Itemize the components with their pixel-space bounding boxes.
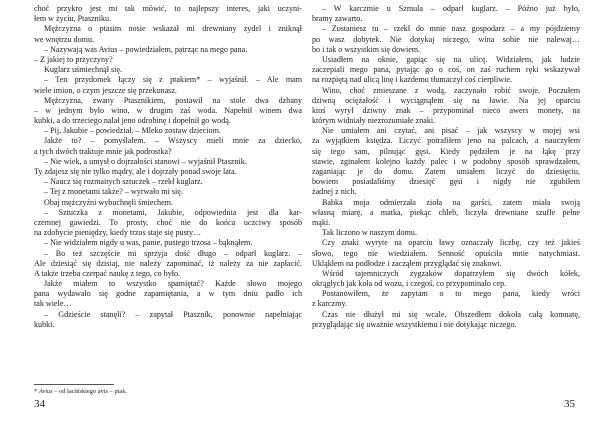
right-page — [312, 4, 580, 330]
text-line: za wyjątkiem księdza. Liczyć potrafiłem jeno na palcach, a nauczyłem — [312, 136, 580, 146]
text-line: żadnej z nich. — [312, 187, 357, 197]
text-line: Nie umiałem ani czytać, ani pisać – jak wszyscy w mojej wsi — [322, 126, 580, 136]
text-line: – Nie widziałem nigdy u was, panie, pustego trzosa – bąknąłem. — [44, 238, 253, 248]
text-line: Postanowiłem, że zapytam o to mego pana, kiedy wróci — [322, 289, 580, 299]
footnote-term: Avius — [38, 388, 53, 395]
text-line: – Bo też szczęście mi sprzyja dość długo – odparł kuglarz. – — [44, 248, 302, 258]
text-line: po wasz dobytek. Nie dotykaj niczego, wina sobie nie nalewaj… — [312, 34, 580, 44]
text-line: Ty zdajesz się nie tylko mądry, ale i dojrzały ponad swoje lata. — [34, 167, 237, 176]
text-line: – Sztuczka z monetami, Jakubie, odpowiednia jest dla kar- — [44, 207, 302, 217]
text-line: wiele imion, o czym jeszcze się przekonasz. — [34, 85, 177, 95]
text-line: – Nie wiek, a umysł o dojrzałości stanowi – wyjaśnił Ptasznik. — [44, 156, 247, 166]
text-line: – Ten przydomek łączy się z ptakiem* – wyjaśnił. – Ale mam — [44, 75, 302, 85]
text-line: okrągłych jak koła od wozu, i czegoś, co przypominało cep. — [312, 279, 507, 289]
text-line: – Pij, Jakubie – powiedział. – Mleko zostaw dzieciom. — [44, 126, 221, 136]
text-line: – Naucz się rozmaitych sztuczek – rzekł kuglarz. — [44, 177, 203, 187]
text-line: – W karczmie u Szmula – odparł kuglarz. – Późno już było, — [322, 4, 580, 13]
left-page-text — [34, 4, 302, 330]
text-line: – Gdzieście stanęli? – zapytał Ptasznik, ponownie napełniając — [44, 309, 302, 319]
text-line: na zdobycie pieniędzy, kiedy trzos staje się pusty… — [34, 228, 202, 238]
text-line: się tego sam, pilnując gęsi. Kiedy pędziłem je na łąkę przy — [312, 146, 580, 156]
footnote — [34, 388, 127, 396]
text-line: kubki, a do trzeciego nalał jeno odrobinę i dopełnił go wodą. — [34, 116, 231, 126]
text-line: zaganiając je do domu. Zatem umiałem liczyć do dziesięciu, — [312, 167, 580, 176]
text-line: pana wydawało się godne zapamiętania, a w tym dniu padło ich — [34, 289, 302, 299]
text-line: kubki. — [34, 319, 55, 329]
footnote-marker: * — [34, 388, 38, 395]
text-line: a tych dwóch traktuje mnie jak podrostka? — [34, 146, 172, 156]
text-line: Babka moja odmierzała zioła na garści, zatem miała swoją — [322, 197, 580, 207]
left-page — [34, 4, 302, 330]
text-line: czemnej gawiedzi. To prosty, choć nie do końca uczciwy sposób — [34, 217, 302, 227]
page-number-left: 34 — [34, 398, 45, 410]
text-line: Tak liczono w naszym domu. — [322, 228, 417, 238]
text-line: Mężczyzna, zwany Ptasznikiem, postawił na stole dwa dzbany — [44, 95, 302, 105]
right-page-text — [312, 4, 580, 330]
text-line: zaczepiali mego pana, pytając go o coś, on zaś ruchem ręki wskazywał — [312, 65, 580, 75]
text-line: Obaj mężczyźni wybuchnęli śmiechem. — [44, 197, 174, 207]
text-line: słowo, tego nie wiedziałem. Senność opuściła mnie natychmiast. — [312, 248, 580, 258]
page-number-right: 35 — [564, 398, 575, 410]
text-line: Jakże miałem to wszystko spamiętać? Każde słowo mojego — [44, 279, 302, 289]
text-line: stawie, zginałem kolejno każdy palec i w podobny sposób sprawdzałem, — [312, 156, 580, 166]
text-line: – Zostaniesz tu – rzekł do mnie nasz gospodarz – a my pójdziemy — [322, 24, 580, 34]
text-line: tak wiele… — [34, 299, 72, 309]
text-line: własną miarę, a matka, piekąc chleb, liczyła drewniane szufle pełne — [312, 207, 580, 217]
text-line: choć przykro jest mi tak mówić, to najlepszy interes, jaki uczyni- — [34, 4, 302, 13]
text-line: Czas nie dłużył mi się wcale. Obszedłem dokoła całą komnatę, — [322, 309, 580, 319]
text-line: mąki. — [312, 217, 331, 227]
text-line: Ale dziesiąć się dzisiaj, nie należy zapominać, iż należy za nie zapłacić. — [34, 258, 302, 268]
text-line: bramy zawarto. — [312, 14, 363, 24]
text-line: bo i tak o wszystkim się dowiem. — [312, 44, 421, 54]
text-line: A także trzeba czerpać naukę z tego, co było. — [34, 268, 181, 278]
text-line: we wnętrzu domu. — [34, 34, 95, 44]
text-line: łem w życiu, Ptaszniku. — [34, 14, 112, 24]
text-line: – Z jakiej to przyczyny? — [34, 54, 113, 64]
text-line: przyglądając się uważnie wszystkiemu i nie dotykając niczego. — [312, 319, 517, 329]
text-line: Wino, choć zmieszane z wodą, zaczynało robić swoje. Poczułem — [322, 85, 580, 95]
text-line: na rozpiętą nad ulicą linę i każdemu tłumaczył coś cierpliwie. — [312, 75, 513, 85]
footnote-rest: – od łacińskiego avis – ptak. — [52, 388, 128, 395]
text-line: którym widniały niezrozumiałe znaki. — [312, 116, 436, 126]
text-line: Ukląkłem na podłodze i zacząłem przyglądać się znakowi. — [312, 258, 502, 268]
text-line: – Nazywają was Avius – powiedziałem, patrząc na mego pana. — [44, 44, 248, 54]
text-line: z karczmy. — [312, 299, 347, 309]
text-line: – Tej z monetami także? – wyrwało mi się. — [44, 187, 183, 197]
text-line: – w jednym było wino, w drugim zaś woda. Napełnił winem dwa — [34, 105, 302, 115]
text-line: bowiem posiadaliśmy dziesięć gęsi i nigdy nie zgubiłem — [312, 177, 580, 187]
text-line: Czy znaki wyryte na oparciu ławy oznaczały liczbę, czy też jakieś — [322, 238, 580, 248]
footnote-rule — [34, 384, 114, 385]
text-line: dziwną ociężałość i wyciągnąłem się na ławie. Na jej oparciu — [312, 95, 580, 105]
text-line: ktoś wyrył dziwny znak – przypominał nieco awers monety, na — [312, 105, 580, 115]
text-line: Usiadłem na oknie, gapiąc się na ulicę. Widziałem, jak ludzie — [322, 54, 580, 64]
text-line: Mężczyzna o ptasim nosie wskazał mi drewniany zydel i zniknął — [44, 24, 302, 34]
text-line: Jakże to? – pomyślałem. – Wszyscy mieli mnie za dziecko, — [44, 136, 302, 146]
text-line: Wśród tajemniczych zygzaków dopatrzyłem się dwóch kółek, — [322, 268, 580, 278]
text-line: Kuglarz uśmiechnął się. — [44, 65, 122, 75]
